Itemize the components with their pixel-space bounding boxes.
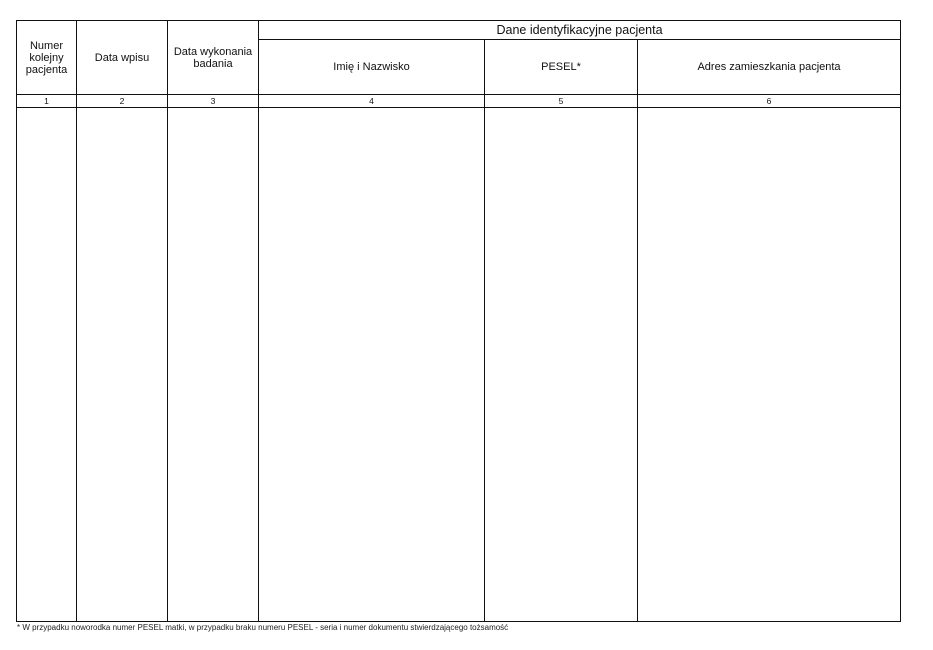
column-number-6: 6 bbox=[638, 95, 901, 108]
header-patient-identification-group bbox=[259, 21, 901, 40]
header-exam-date bbox=[168, 21, 259, 95]
header-patient-number bbox=[17, 21, 77, 95]
body-cell-entry-date[interactable] bbox=[77, 108, 168, 622]
body-cell-patient-number[interactable] bbox=[17, 108, 77, 622]
body-cell-full-name[interactable] bbox=[259, 108, 485, 622]
header-patient-identification-label: Dane identyfikacyjne pacjenta bbox=[496, 23, 663, 37]
header-address-label: Adres zamieszkania pacjenta bbox=[697, 61, 841, 73]
column-number-2: 2 bbox=[77, 95, 168, 108]
header-exam-date-label: Data wykonania badania bbox=[173, 45, 253, 70]
patient-register-table bbox=[16, 20, 901, 622]
header-pesel bbox=[485, 40, 638, 95]
header-pesel-label: PESEL* bbox=[541, 61, 581, 73]
body-cell-address[interactable] bbox=[638, 108, 901, 622]
header-entry-date-label: Data wpisu bbox=[94, 51, 150, 64]
header-full-name bbox=[259, 40, 485, 95]
table-body-row bbox=[17, 108, 901, 622]
header-full-name-label: Imię i Nazwisko bbox=[333, 61, 410, 73]
body-cell-pesel[interactable] bbox=[485, 108, 638, 622]
header-patient-number-label: Numer kolejny pacjenta bbox=[25, 39, 68, 76]
column-number-3: 3 bbox=[168, 95, 259, 108]
body-cell-exam-date[interactable] bbox=[168, 108, 259, 622]
header-entry-date bbox=[77, 21, 168, 95]
column-number-1: 1 bbox=[17, 95, 77, 108]
header-row-top bbox=[17, 21, 901, 40]
column-number-row bbox=[17, 95, 901, 108]
pesel-footnote: * W przypadku noworodka numer PESEL matki, w przypadku braku numeru PESEL - seria i numer dokumentu stwierdzającego tożsamość bbox=[17, 623, 509, 632]
header-address bbox=[638, 40, 901, 95]
column-number-5: 5 bbox=[485, 95, 638, 108]
column-number-4: 4 bbox=[259, 95, 485, 108]
